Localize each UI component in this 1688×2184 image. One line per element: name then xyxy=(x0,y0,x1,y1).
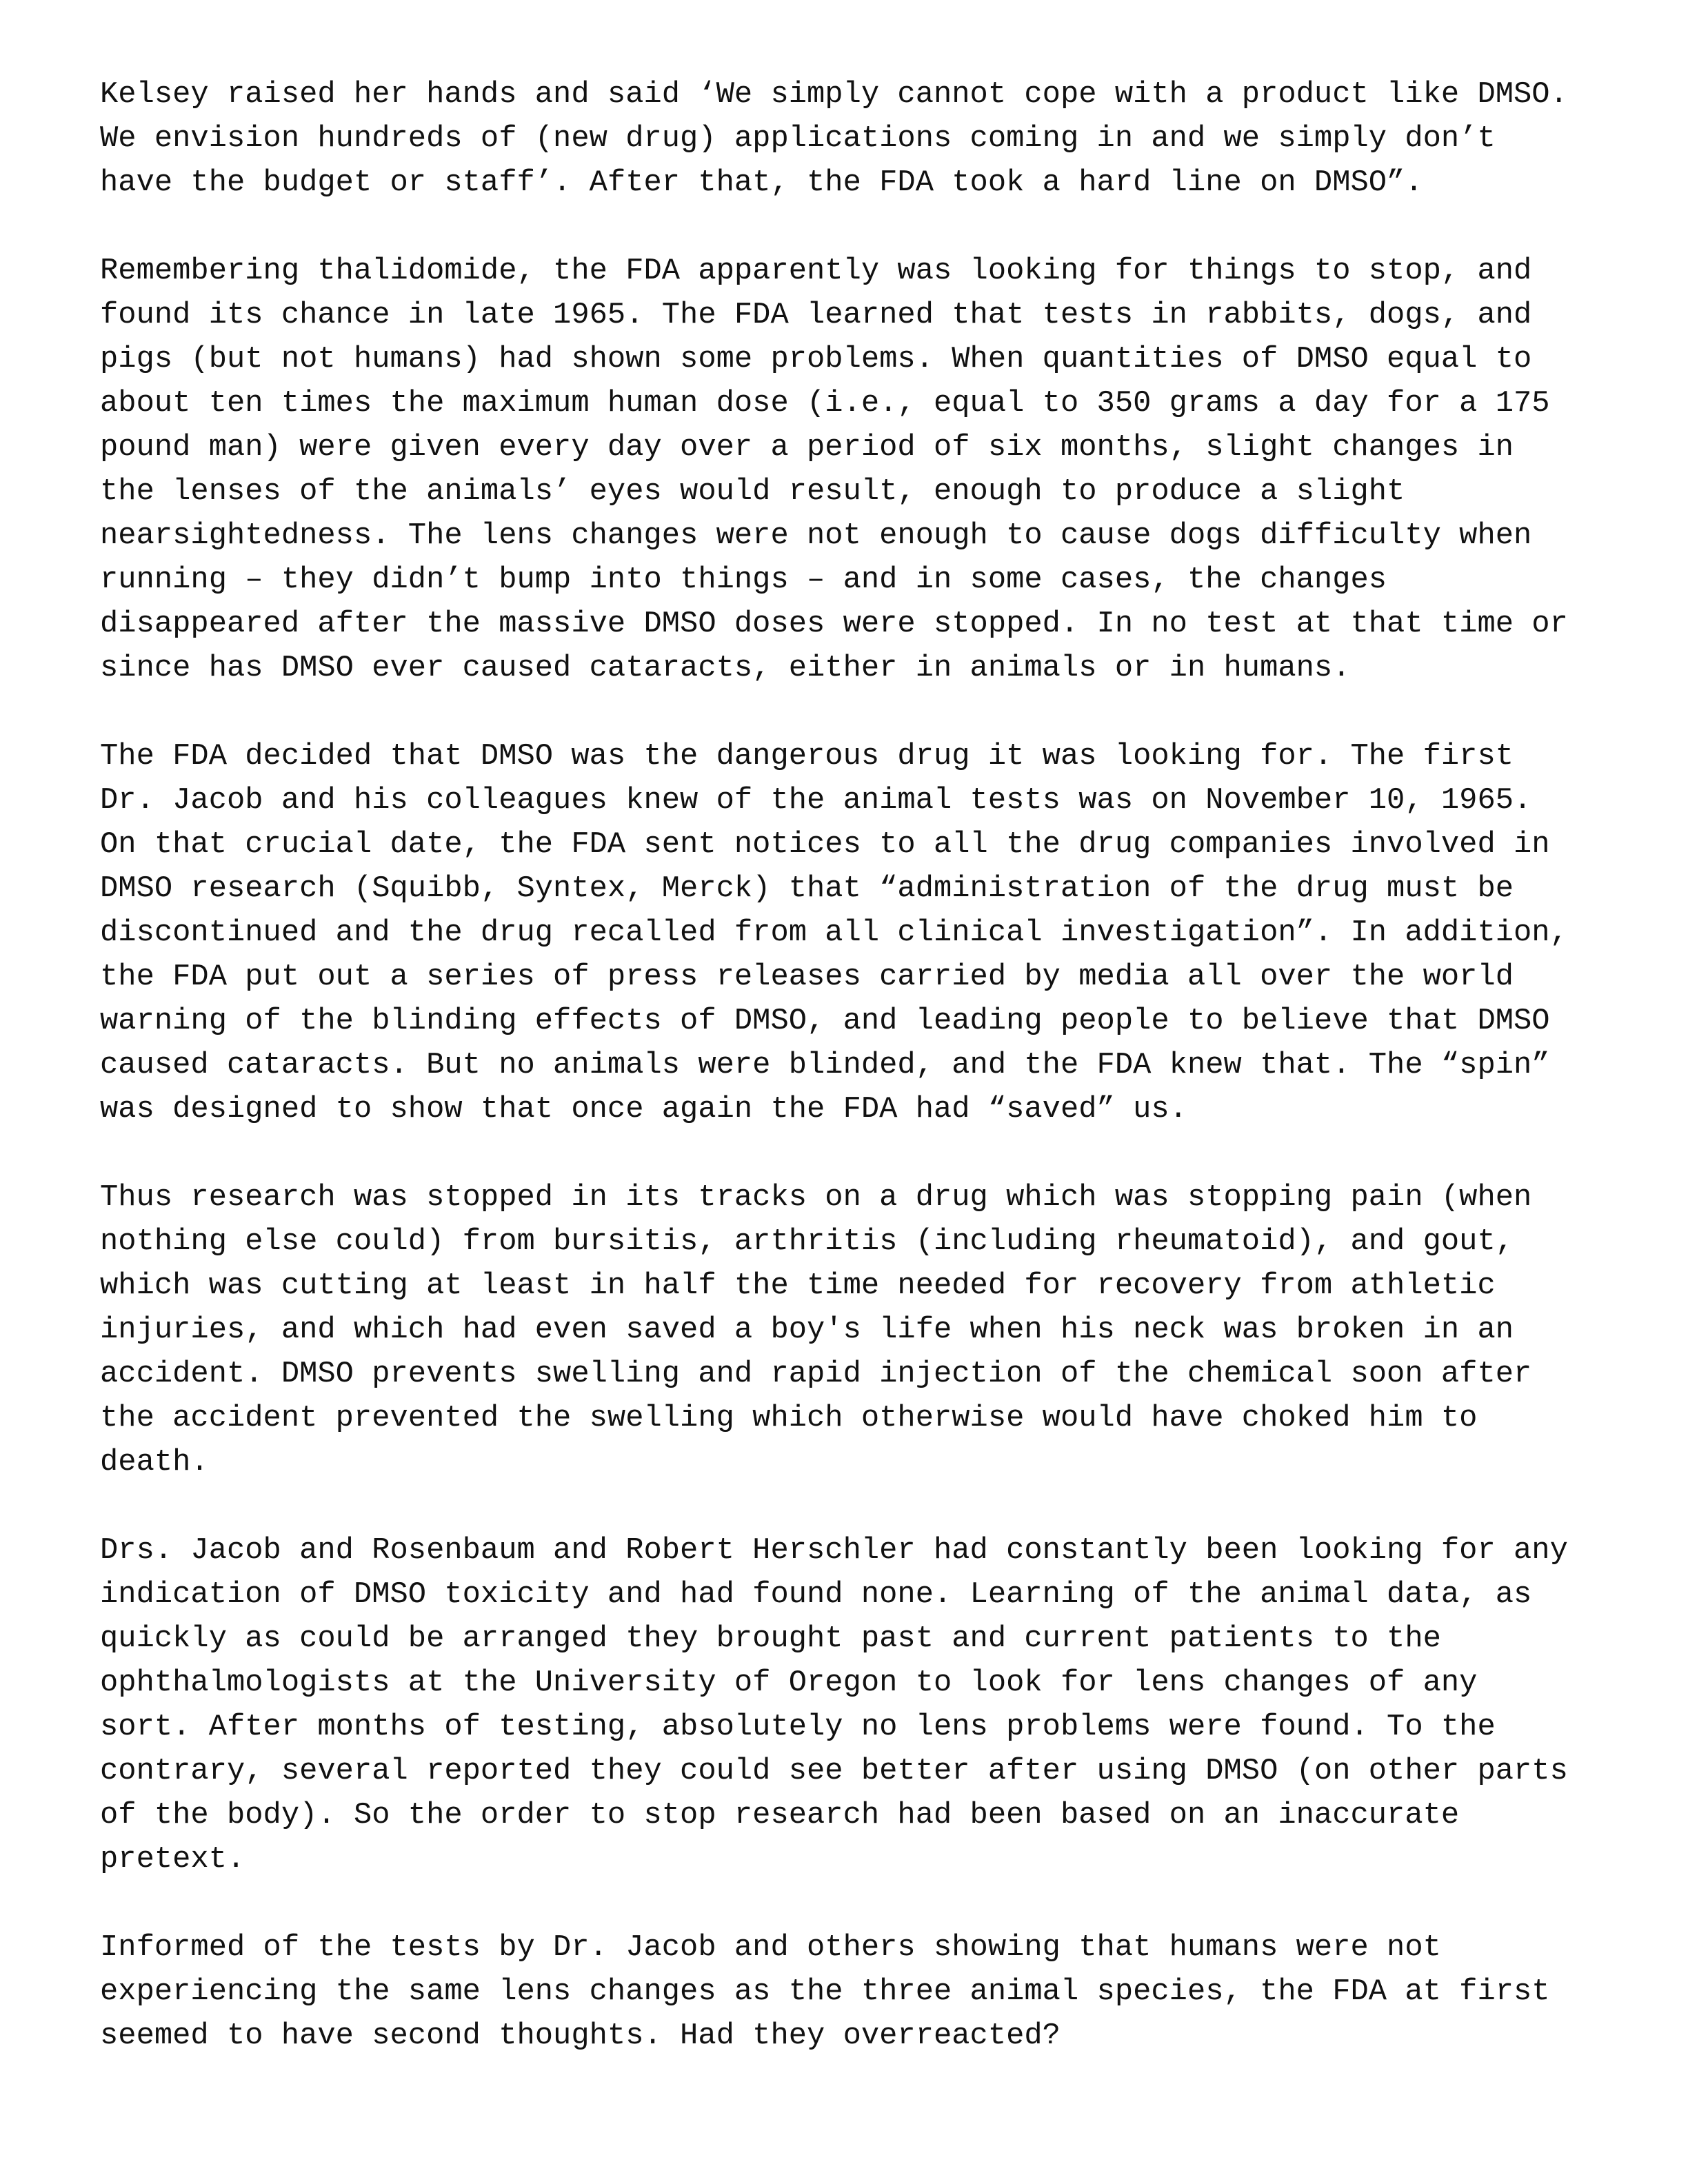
text-line: Remembering thalidomide, the FDA apparently was looking for things to stop, and xyxy=(100,254,1532,288)
text-line: ophthalmologists at the University of Oregon to look for lens changes of any xyxy=(100,1666,1478,1700)
text-line: Kelsey raised her hands and said ‘We simply cannot cope with a product like DMSO. xyxy=(100,78,1568,112)
text-line: On that crucial date, the FDA sent notices to all the drug companies involved in xyxy=(100,828,1550,862)
text-line: The FDA decided that DMSO was the dangerous drug it was looking for. The first xyxy=(100,740,1514,774)
text-line: Drs. Jacob and Rosenbaum and Robert Herschler had constantly been looking for any xyxy=(100,1534,1568,1568)
text-line: Dr. Jacob and his colleagues knew of the animal tests was on November 10, 1965. xyxy=(100,784,1532,818)
text-line: sort. After months of testing, absolutely no lens problems were found. To the xyxy=(100,1710,1496,1744)
text-line: the lenses of the animals’ eyes would result, enough to produce a slight xyxy=(100,475,1405,509)
paragraph-fda-decision xyxy=(100,735,1631,1132)
text-line: disappeared after the massive DMSO doses were stopped. In no test at that time or xyxy=(100,607,1568,641)
paragraph-research-stopped xyxy=(100,1176,1631,1485)
text-line: found its chance in late 1965. The FDA learned that tests in rabbits, dogs, and xyxy=(100,299,1532,332)
text-line: experiencing the same lens changes as the three animal species, the FDA at first xyxy=(100,1975,1550,2009)
text-line: of the body). So the order to stop research had been based on an inaccurate xyxy=(100,1799,1460,1832)
text-line: warning of the blinding effects of DMSO, and leading people to believe that DMSO xyxy=(100,1004,1550,1038)
text-line: pigs (but not humans) had shown some problems. When quantities of DMSO equal to xyxy=(100,343,1532,376)
text-line: since has DMSO ever caused cataracts, either in animals or in humans. xyxy=(100,651,1351,685)
paragraph-toxicity-search xyxy=(100,1529,1631,1882)
text-line: quickly as could be arranged they brought past and current patients to the xyxy=(100,1622,1441,1656)
text-line: DMSO research (Squibb, Syntex, Merck) that “administration of the drug must be xyxy=(100,872,1514,906)
text-line: about ten times the maximum human dose (i.e., equal to 350 grams a day for a 175 xyxy=(100,387,1550,421)
text-line: caused cataracts. But no animals were blinded, and the FDA knew that. The “spin” xyxy=(100,1049,1550,1082)
text-line: nearsightedness. The lens changes were not enough to cause dogs difficulty when xyxy=(100,519,1532,553)
text-line: the accident prevented the swelling which otherwise would have choked him to xyxy=(100,1402,1478,1435)
text-line: Thus research was stopped in its tracks on a drug which was stopping pain (when xyxy=(100,1181,1532,1215)
text-line: which was cutting at least in half the time needed for recovery from athletic xyxy=(100,1269,1496,1303)
text-line: was designed to show that once again the FDA had “saved” us. xyxy=(100,1093,1187,1126)
text-line: the FDA put out a series of press releases carried by media all over the world xyxy=(100,960,1514,994)
text-line: running – they didn’t bump into things – and in some cases, the changes xyxy=(100,563,1387,597)
text-line: pretext. xyxy=(100,1843,245,1877)
text-line: death. xyxy=(100,1446,209,1479)
text-line: nothing else could) from bursitis, arthritis (including rheumatoid), and gout, xyxy=(100,1225,1514,1259)
text-line: We envision hundreds of (new drug) applications coming in and we simply don’t xyxy=(100,122,1496,156)
text-line: indication of DMSO toxicity and had found none. Learning of the animal data, as xyxy=(100,1578,1532,1612)
text-line: contrary, several reported they could see better after using DMSO (on other parts xyxy=(100,1755,1568,1788)
text-line: discontinued and the drug recalled from all clinical investigation”. In addition, xyxy=(100,916,1568,950)
paragraph-thalidomide xyxy=(100,250,1631,691)
paragraph-second-thoughts xyxy=(100,1926,1631,2059)
document-page xyxy=(100,73,1631,2103)
text-line: accident. DMSO prevents swelling and rapid injection of the chemical soon after xyxy=(100,1357,1532,1391)
text-line: Informed of the tests by Dr. Jacob and others showing that humans were not xyxy=(100,1931,1441,1965)
text-line: pound man) were given every day over a period of six months, slight changes in xyxy=(100,431,1514,465)
paragraph-kelsey-quote xyxy=(100,73,1631,205)
text-line: have the budget or staff’. After that, the FDA took a hard line on DMSO”. xyxy=(100,166,1423,200)
text-line: seemed to have second thoughts. Had they overreacted? xyxy=(100,2019,1061,2053)
text-line: injuries, and which had even saved a boy's life when his neck was broken in an xyxy=(100,1313,1514,1347)
